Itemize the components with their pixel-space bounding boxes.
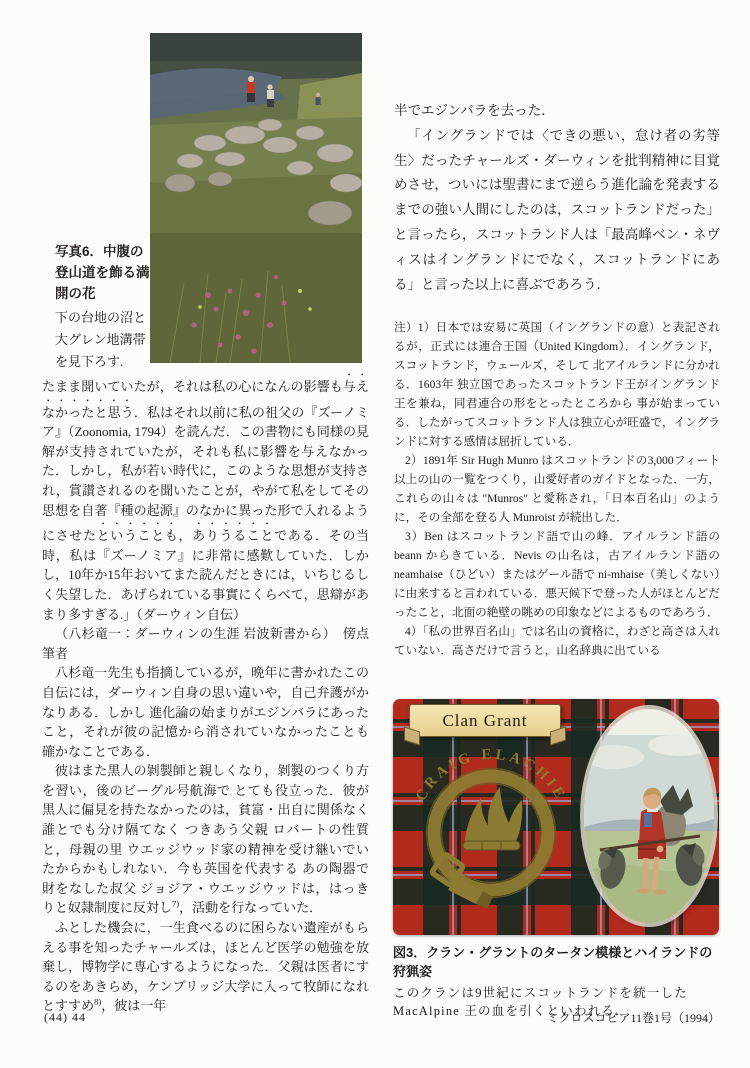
mountain-photo [150,33,362,363]
figure-3 [393,699,719,1020]
body-paragraph-yasugi: 八杉竜一先生も指摘しているが，晩年に書かれたこの自伝には，ダーウィン自身の思い違いや，自己弁護がかなりある．しかし 進化論の始まりがエジンバラにあったこと，それが彼の記憶から消されていなかったことも 確かなことである． [42,665,369,759]
page-number: (44) 44 [44,1010,86,1024]
figure-caption-body: このクランは9世紀にスコットランドを統一した MacAlpine 王の血を引くといわれる. [393,986,688,1018]
body-paragraph-edinburgh: 半でエジンバラを去った． [394,103,555,118]
highland-hunter-illustration [584,709,714,923]
quote-credit-line: （八杉竜一：ダーウィンの生涯 岩波新書から） 傍点筆者 [42,626,369,661]
crest-motto: CRAIG ELACHIE [413,746,569,805]
mountain-photo-art [150,33,362,363]
photo-caption-subtitle: 下の台地の沼と大グレン地溝帯を見下ろす. [55,310,147,369]
footnote-1: 注）1）日本では安易に英国（イングランドの意）と表記されるが，正式には連合王国（United Kingdom）．イングランド，スコットランド，ウェールズ，そして 北アイルランドに分かれる．1603年 独立国であったスコットランド王がイングランド王を兼ね，同君連合の形をとったところから 事が始まっている．したがってスコットランド人は独立心が旺盛で，イングランドに対する感情は屈折している． [394,321,720,449]
body-paragraph-taxidermy: 彼はまた黒人の剝製師と親しくなり，剝製のつくり方を習い，後のビーグル号航海で とても役立った．彼が黒人に偏見を持たなかったのは，貧富・出自に関係なく 誰とでも分け隔てなく つきあう父親 ロバートの性質と，母親の里 ウエッジウッド家の精神を受け継いでいたからかもしれない．今も英国を代表する あの陶器で財をなした叔父 ジョジア・ウエッジウッドは，はっきりと奴隷制度に反対し$^{7)}$，活動を行なっていた． [42,763,369,916]
photo-caption [55,241,155,373]
right-column [394,99,720,660]
darwin-autobiography-quote: たまま聞いていたが，それは私の心になんの影響も与えなかったと思う．私はそれ以前に私の祖父の『ズーノミア』（Zoonomia, 1794）を読んだ．この書物にも同様の見解が支持されていたが，それも私に影響を与えなかった．しかし，私が若い時代に，このような思想が支持され，賞讃されるのを聞いたことが，やがて私をしてその思想を自著『種の起源』のなかに異った形で入れるようにさせたということも，ありうることである．その当時，私は『ズーノミア』に非常に感歎していた．しかし，10年か15年おいてまた読んだときには，いちじるしく失望した．あげられている事實にくらべて，思辯があまり多すぎる.」（ダーウィン自伝） [42,379,369,622]
figure-caption-title: 図3．クラン・グラントのタータン模様とハイランドの狩猟姿 [393,945,713,979]
tartan-swatch [393,699,719,935]
left-column [42,371,369,1016]
journal-issue-footer: ミクロスコピア11巻1号（1994） [546,1011,720,1025]
clan-banner-label: Clan Grant [442,710,528,730]
footnote-3: 3）Ben はスコットランド語で山の峰．アイルランド語の beann からきている．Nevis の山名は，古アイルランド語の neamhaise（ひどい）またはゲール語で ni-mhaise（美しくない）に由来すると言われている．悪天候下で登った人がほとんどだったこと，北面の絶壁の眺めの印象などによるものであろう． [394,530,720,620]
body-paragraph-scotland: 「イングランドでは〈できの悪い，怠け者の劣等生〉だったチャールズ・ダーウィンを批判精神に目覚めさせ，ついには聖書にまで逆らう進化論を発表するまでの強い人間にしたのは，スコットランドだった」と言ったら，スコットランド人は「最高峰ベン・ネヴィスはイングランドにでなく，スコットランドにある」と言った以上に喜ぶであろう． [394,127,720,292]
clan-grant-crest [403,731,581,915]
clan-banner [409,704,561,737]
footnotes [394,318,720,660]
footnote-2: 2）1891年 Sir Hugh Munro はスコットランドの3,000フィート以上の山の一覧をつくり，山愛好者のガイドとなった．一方，これらの山々は "Munros" と愛称され，「日本百名山」のように，その全部を登る人 Munroist が続出した． [394,454,720,525]
photo-caption-title: 写真6．中腹の登山道を飾る満開の花 [55,244,150,301]
body-paragraph-inheritance: ふとした機会に，一生食べるのに困らない遺産がもらえる事を知ったチャールズは，ほとんど医学の勉強を放棄し，博物学に専心するようになった．父親は医者にするのをあきらめ，ケンブリッジ大学に入って牧師になれとすすめ$^{8)}$，彼は一年 [42,920,369,1014]
hunter-scene [584,709,714,923]
footnote-4: 4）「私の世界百名山」では名山の資格に，わざと高さは入れていない．高さだけで言うと，山名辞典に出ている [394,625,720,658]
